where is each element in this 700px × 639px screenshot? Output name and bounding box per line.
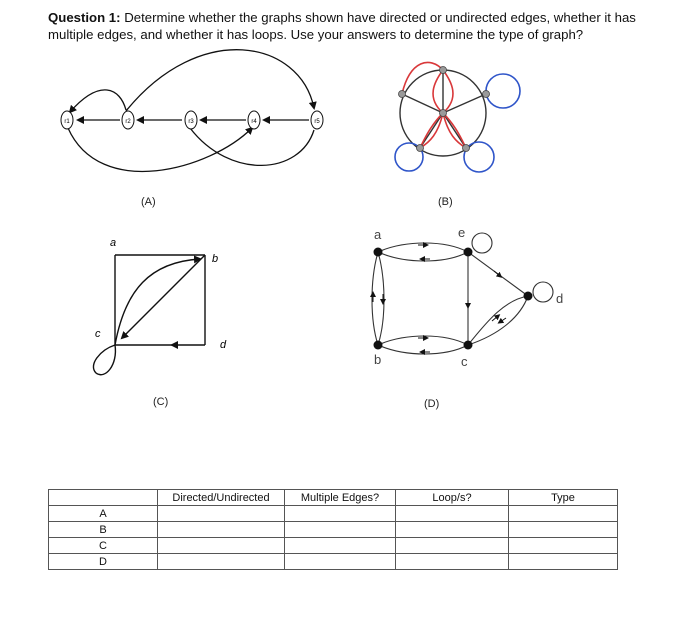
question-label: Question 1: [48,10,121,25]
d-node-a: a [374,227,382,242]
header-loops: Loop/s? [396,490,509,506]
caption-d: (D) [424,398,440,410]
answer-cell[interactable] [509,538,618,554]
row-label: A [49,506,158,522]
answer-cell[interactable] [158,538,285,554]
answer-cell[interactable] [285,554,396,570]
graph-c [93,237,227,375]
row-label: C [49,538,158,554]
table-row [49,506,618,522]
d-node-c: c [461,354,468,369]
answer-cell[interactable] [285,538,396,554]
header-multiple-edges: Multiple Edges? [285,490,396,506]
answer-table [48,489,618,570]
answer-cell[interactable] [285,506,396,522]
d-node-d: d [556,291,564,306]
table-row [49,522,618,538]
header-row [49,490,618,506]
table-row [49,538,618,554]
caption-a: (A) [141,196,156,208]
header-cell-blank [49,490,158,506]
c-node-d: d [220,339,227,351]
answer-cell[interactable] [509,522,618,538]
header-type: Type [509,490,618,506]
answer-cell[interactable] [285,522,396,538]
node-r2-label: r2 [125,119,131,125]
c-node-a: a [110,237,117,249]
answer-cell[interactable] [158,554,285,570]
answer-cell[interactable] [396,506,509,522]
answer-cell[interactable] [158,506,285,522]
loop-right [486,74,520,108]
c-node-b: b [212,253,219,265]
header-directed: Directed/Undirected [158,490,285,506]
caption-c: (C) [153,396,169,408]
answer-cell[interactable] [396,538,509,554]
node-r3-label: r3 [188,119,194,125]
edge-r3-r5 [190,128,314,165]
edge-r2-r1-curve [70,90,126,112]
question-body: Determine whether the graphs shown have directed or undirected edges, whether it has multiple edges, and whether it has loops. Use your answers to determine the type of graph? [48,10,636,42]
d-node-e: e [458,225,466,240]
row-label: B [49,522,158,538]
c-node-c: c [95,328,101,340]
graph-d [372,225,563,369]
answer-cell[interactable] [396,554,509,570]
answer-cell[interactable] [158,522,285,538]
answer-cell[interactable] [509,554,618,570]
node-r4-label: r4 [251,119,257,125]
answer-cell[interactable] [396,522,509,538]
graph-b [395,62,520,172]
d-node-b: b [374,352,382,367]
edge-r2-r5 [126,50,314,111]
edge-r1-r4 [68,128,252,171]
node-r5-label: r5 [314,119,320,125]
graph-a [61,50,323,172]
table-row [49,554,618,570]
node-r1-label: r1 [64,119,70,125]
row-label: D [49,554,158,570]
answer-cell[interactable] [509,506,618,522]
caption-b: (B) [438,196,453,208]
